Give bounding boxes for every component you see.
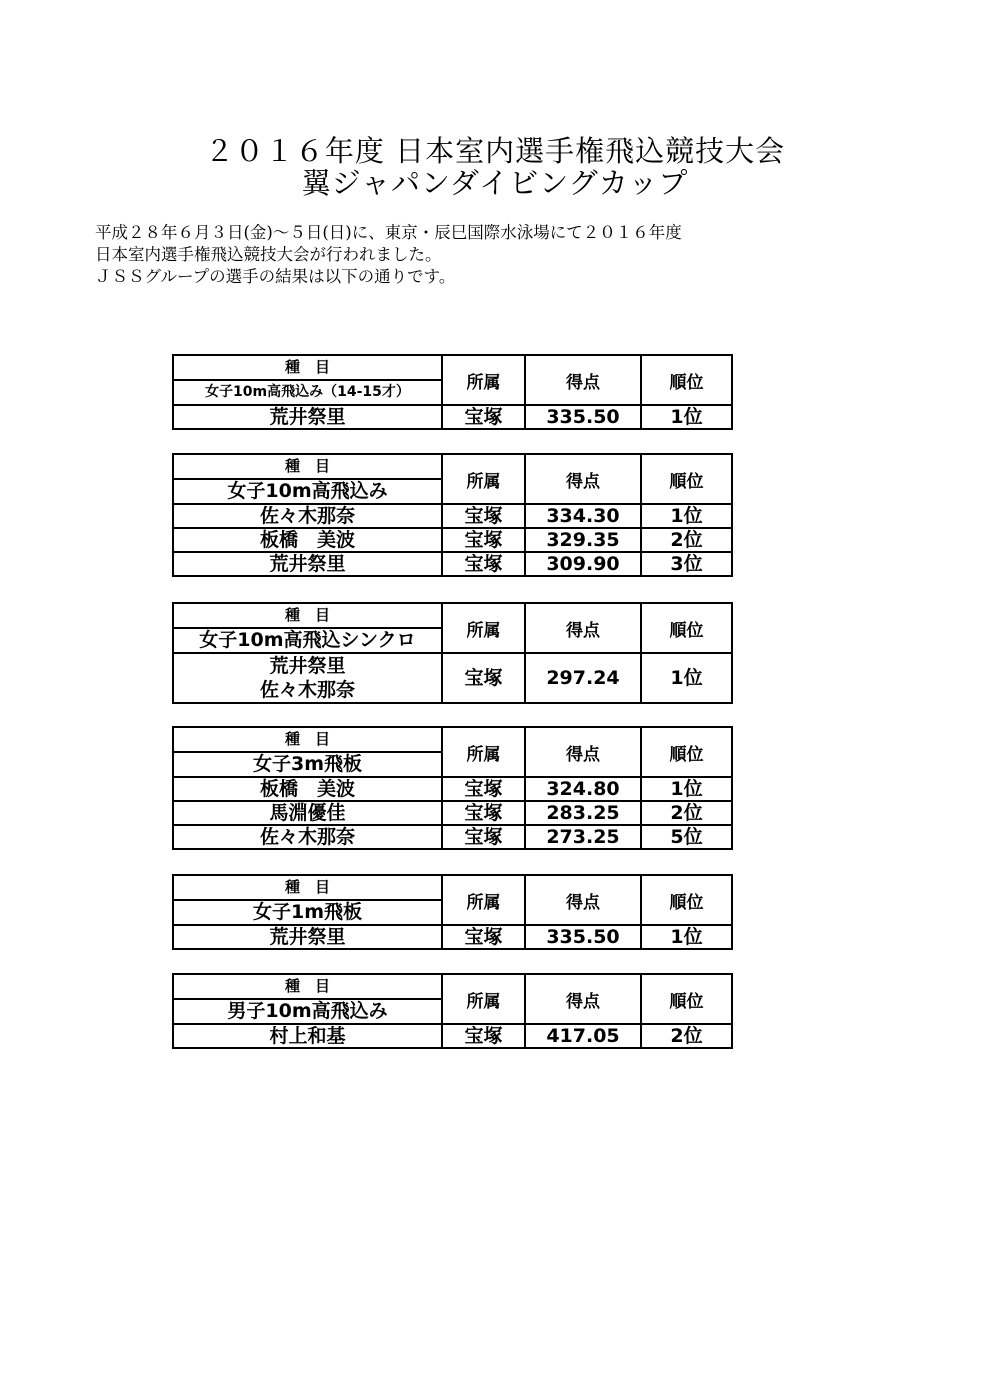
score-cell: 273.25 [525, 825, 641, 849]
affiliation-cell: 宝塚 [442, 552, 525, 576]
rank-header: 順位 [641, 603, 732, 653]
score-header: 得点 [525, 727, 641, 777]
table-row [173, 1024, 732, 1048]
rank-cell: 1位 [641, 925, 732, 949]
event-name: 男子10m高飛込み [173, 999, 442, 1024]
event-label: 種 目 [173, 603, 442, 628]
score-header: 得点 [525, 875, 641, 925]
event-label: 種 目 [173, 727, 442, 752]
athlete-name: 荒井祭里 [173, 552, 442, 576]
rank-header: 順位 [641, 727, 732, 777]
score-cell: 324.80 [525, 777, 641, 801]
results-table [172, 726, 733, 850]
table-row [173, 504, 732, 528]
score-cell: 283.25 [525, 801, 641, 825]
table-row [173, 825, 732, 849]
athlete-name: 荒井祭里 [173, 405, 442, 429]
rank-cell: 1位 [641, 405, 732, 429]
rank-cell: 5位 [641, 825, 732, 849]
athlete-name: 村上和基 [173, 1024, 442, 1048]
rank-header: 順位 [641, 355, 732, 405]
event-name: 女子10m高飛込み（14-15才） [173, 380, 442, 405]
athlete-name: 佐々木那奈 [259, 679, 355, 701]
table-row [173, 653, 732, 703]
affiliation-cell: 宝塚 [442, 825, 525, 849]
score-cell: 334.30 [525, 504, 641, 528]
affiliation-header: 所属 [442, 727, 525, 777]
event-name: 女子10m高飛込み [173, 479, 442, 504]
rank-header: 順位 [641, 974, 732, 1024]
intro-line: 平成２８年６月３日(金)～５日(日)に、東京・辰巳国際水泳場にて２０１６年度 [95, 223, 682, 242]
rank-header: 順位 [641, 875, 732, 925]
table-row [173, 777, 732, 801]
affiliation-cell: 宝塚 [442, 405, 525, 429]
rank-cell: 2位 [641, 801, 732, 825]
affiliation-header: 所属 [442, 355, 525, 405]
score-cell: 335.50 [525, 925, 641, 949]
score-cell: 309.90 [525, 552, 641, 576]
affiliation-cell: 宝塚 [442, 925, 525, 949]
table-row [173, 528, 732, 552]
score-cell: 329.35 [525, 528, 641, 552]
score-cell: 335.50 [525, 405, 641, 429]
athlete-name: 馬淵優佳 [173, 801, 442, 825]
event-label: 種 目 [173, 875, 442, 900]
athlete-name: 佐々木那奈 [173, 504, 442, 528]
results-table [172, 874, 733, 950]
affiliation-header: 所属 [442, 875, 525, 925]
athlete-name: 板橋 美波 [173, 528, 442, 552]
affiliation-header: 所属 [442, 603, 525, 653]
affiliation-cell: 宝塚 [442, 1024, 525, 1048]
affiliation-cell: 宝塚 [442, 504, 525, 528]
score-header: 得点 [525, 603, 641, 653]
results-table [172, 354, 733, 430]
affiliation-cell: 宝塚 [442, 777, 525, 801]
affiliation-cell: 宝塚 [442, 528, 525, 552]
score-header: 得点 [525, 454, 641, 504]
results-table [172, 453, 733, 577]
rank-cell: 1位 [641, 504, 732, 528]
page-subtitle: 翼ジャパンダイビングカップ [301, 166, 689, 200]
rank-cell: 2位 [641, 1024, 732, 1048]
affiliation-header: 所属 [442, 454, 525, 504]
event-name: 女子10m高飛込シンクロ [173, 628, 442, 653]
page-title: ２０１６年度 日本室内選手権飛込競技大会 [204, 134, 786, 168]
score-cell: 417.05 [525, 1024, 641, 1048]
score-header: 得点 [525, 974, 641, 1024]
intro-line: ＪＳＳグループの選手の結果は以下の通りです。 [95, 267, 456, 286]
table-row [173, 552, 732, 576]
rank-header: 順位 [641, 454, 732, 504]
athlete-name: 板橋 美波 [173, 777, 442, 801]
event-label: 種 目 [173, 974, 442, 999]
athlete-names [173, 653, 442, 703]
rank-cell: 3位 [641, 552, 732, 576]
score-cell: 297.24 [525, 653, 641, 703]
intro-line: 日本室内選手権飛込競技大会が行われました。 [95, 245, 442, 264]
event-name: 女子1m飛板 [173, 900, 442, 925]
athlete-name: 佐々木那奈 [173, 825, 442, 849]
table-row [173, 925, 732, 949]
event-name: 女子3m飛板 [173, 752, 442, 777]
rank-cell: 2位 [641, 528, 732, 552]
affiliation-cell: 宝塚 [442, 653, 525, 703]
event-label: 種 目 [173, 454, 442, 479]
table-row [173, 405, 732, 429]
athlete-name: 荒井祭里 [173, 925, 442, 949]
results-table [172, 973, 733, 1049]
affiliation-header: 所属 [442, 974, 525, 1024]
rank-cell: 1位 [641, 777, 732, 801]
affiliation-cell: 宝塚 [442, 801, 525, 825]
table-row [173, 801, 732, 825]
score-header: 得点 [525, 355, 641, 405]
rank-cell: 1位 [641, 653, 732, 703]
results-table [172, 602, 733, 704]
athlete-name: 荒井祭里 [269, 655, 346, 677]
event-label: 種 目 [173, 355, 442, 380]
